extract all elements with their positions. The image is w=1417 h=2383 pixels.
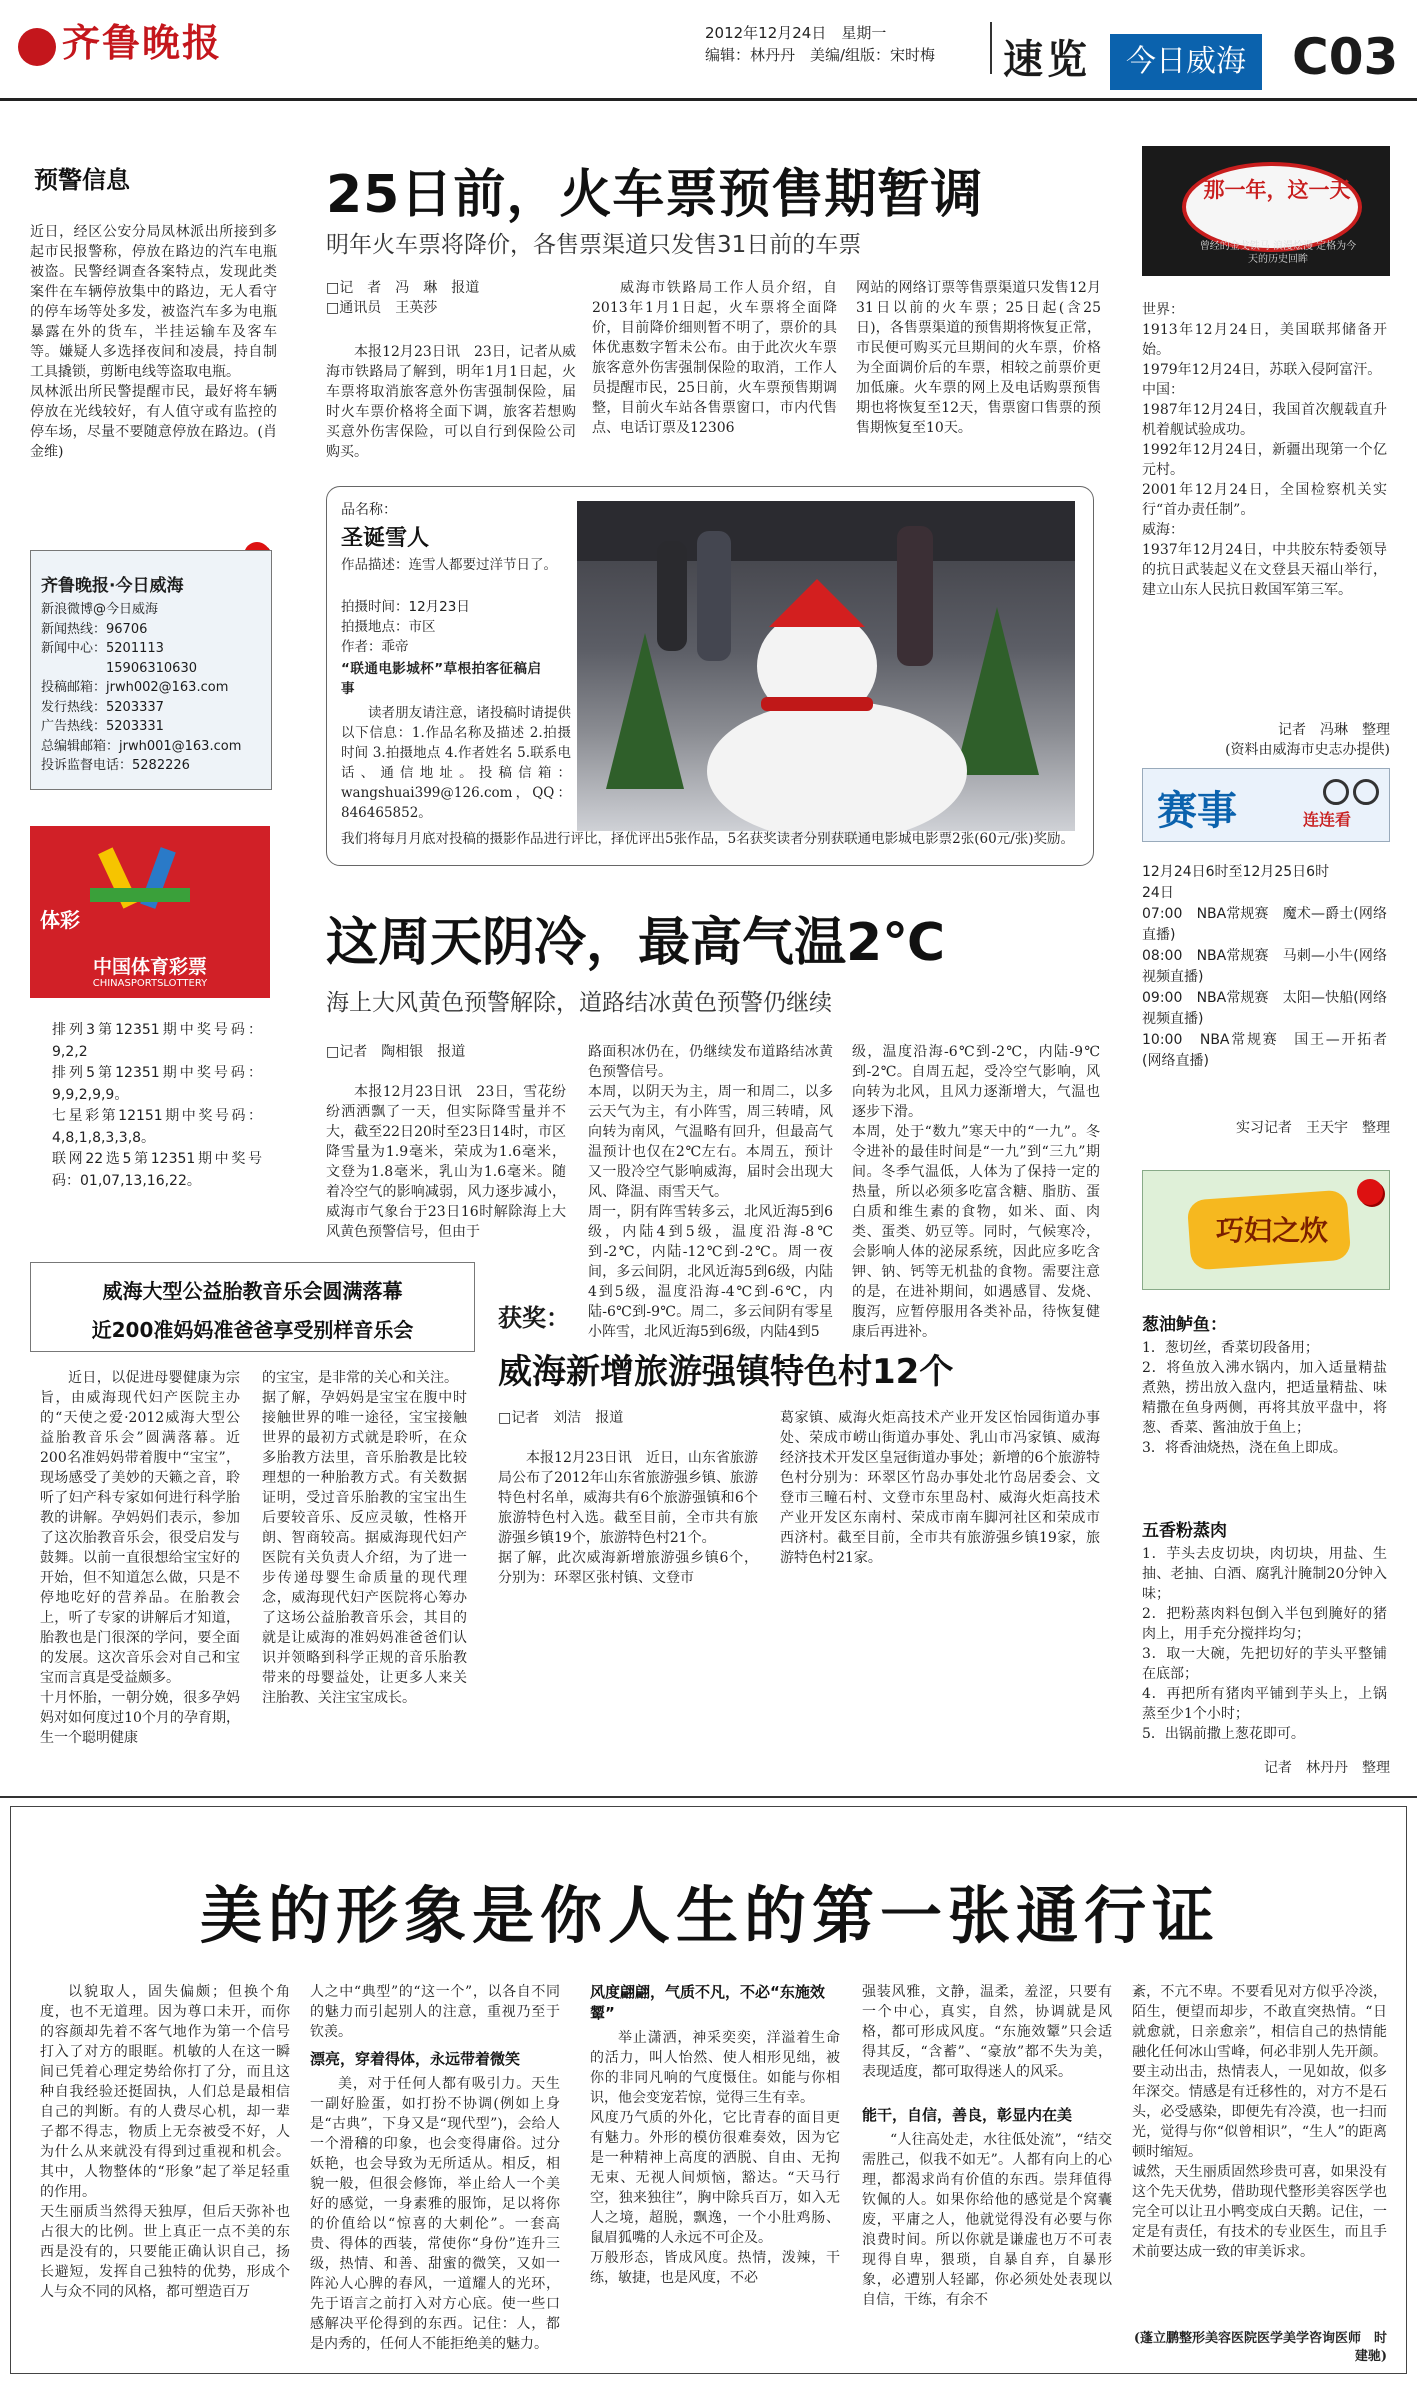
ad-col-2-intro: 人之中“典型”的“这一个”，以各自不同的魅力而引起别人的注意，重视乃至于钦羡。	[310, 1984, 560, 2040]
glasses-icon	[1353, 779, 1379, 805]
snowman-photo	[577, 501, 1075, 831]
ad-top-rule	[0, 1796, 1417, 1798]
recipe-banner-title: 巧妇之炊	[1215, 1214, 1328, 1247]
history-badge	[1182, 162, 1362, 252]
lottery-tag: 体彩	[40, 908, 80, 932]
santa-hat-icon	[769, 579, 865, 627]
concert-col-2: 的宝宝，是非常的关心和关注。 据了解，孕妈妈是宝宝在腹中时接触世界的唯一途径，宝宝接触世界的最初方式就是聆听，在众多胎教方法里，音乐胎教是比较理想的一种胎教方式。有关数据证明，受过音乐胎教的宝宝出生后要较音乐、反应灵敏，性格开朗、智商较高。据威海现代妇产医院有关负责人介绍，为了进一步传递母婴生命质量的现代理念，威海现代妇产医院将心筹办了这场公益胎教音乐会，其目的就是让威海的准妈妈准爸爸们认识并领略到科学正规的音乐胎教带来的母婴益处，让更多人来关注胎教、关注宝宝成长。	[262, 1370, 467, 1706]
contact-line: 投诉监督电话：5282226	[41, 758, 190, 773]
contact-line: 总编辑邮箱：jrwh001@163.com	[41, 738, 242, 754]
photo-place: 拍摄地点：市区	[341, 619, 436, 635]
history-banner	[1142, 146, 1390, 276]
weather-byline: □记者 陶相银 报道	[326, 1044, 466, 1060]
contact-line: 新闻中心：5201113	[41, 641, 164, 656]
sports-banner-title: 赛事	[1157, 788, 1237, 834]
lottery-star-icon	[90, 848, 210, 928]
train-byline: □记 者 冯 琳 报道 □通讯员 王英莎	[326, 280, 480, 316]
tourism-col-2: 葛家镇、威海火炬高技术产业开发区怡园街道办事处、荣成市崂山街道办事处、乳山市冯家镇、威海经济技术开发区皇冠街道办事处；新增的6个旅游特色村分别为：环翠区竹岛办事处北竹岛居委会、文登市三疃石村、文登市东里岛村、威海火炬高技术产业开发区东南村、荣成市南车脚河社区和荣成市西济村。截至目前，全市共有旅游强乡镇19家，旅游特色村21家。	[780, 1410, 1100, 1566]
tree-icon	[955, 607, 1039, 775]
tree-icon	[606, 633, 684, 789]
contest-title: “联通电影城杯”草根拍客征稿启事	[341, 661, 541, 697]
photo-label: 品名称：	[341, 502, 397, 518]
weather-headline: 这周天阴冷，最高气温2℃	[326, 913, 946, 973]
snowman-body	[707, 701, 967, 841]
ad-section-3: 风度翩翩，气质不凡，不必“东施效颦”	[590, 1983, 825, 2022]
header-rule	[0, 98, 1417, 101]
photo-desc: 作品描述：连雪人都要过洋节日了。	[341, 557, 557, 573]
recipe-steps-1: 1．葱切丝，香菜切段备用； 2．将鱼放入沸水锅内，加入适量精盐煮熟，捞出放入盘内，把适量精盐、味精撒在鱼身两侧，再将其放平盘中，将葱、香菜、酱油放于鱼上； 3．将香油烧热，浇在鱼上即成。	[1142, 1340, 1387, 1456]
logo-mark-icon	[18, 28, 56, 66]
weather-col-3: 级，温度沿海-6℃到-2℃，内陆-9℃到-2℃。自周五起，受冷空气影响，风向转为北风，且风力逐渐增大，气温也逐步下滑。 本周，处于“数九”寒天中的“一九”。冬令进补的最佳时间是“一九”到“三九”期间。冬季气温低，人体为了保持一定的热量，所以必须多吃富含糖、脂肪、蛋白质和维生素的食物，如米、面、肉类、蛋类、奶豆等。同时，气候寒冷，会影响人体的泌尿系统，因此应多吃含钾、钠、钙等无机盐的食物。需要注意的是，在进补期间，如遇感冒、发烧、腹泻，应暂停服用各类补品，待恢复健康后再进补。	[852, 1044, 1100, 1340]
contact-line: 15906310630	[41, 660, 197, 676]
contact-box	[30, 550, 272, 790]
recipe-banner	[1142, 1170, 1390, 1290]
ad-col-3: 举止潇洒，神采奕奕，洋溢着生命的活力，叫人怡然、使人相形见绌，被你的非同凡响的气度慑住。如能与你相识，他会变宠若惊，觉得三生有幸。 风度乃气质的外化，它比青春的面目更有魅力。外形的模仿很难奏效，因为它是一种精神上高度的洒脱、自由、无拘无束、无视人间烦恼，豁达。“天马行空，独来独往”，胸中除兵百万，如入无人之境，超脱，飘逸，一个小肚鸡肠、鼠眉狐嘴的人永远不可企及。 万般形态，皆成风度。热情，泼辣，干练，敏捷，也是风度，不必	[590, 2030, 840, 2286]
ad-section-2: 漂亮，穿着得体，永远带着微笑	[310, 2050, 521, 2068]
warning-text: 近日，经区公安分局凤林派出所接到多起市民报警称，停放在路边的汽车电瓶被盗。民警经调查各案特点，发现此类案件在车辆停放集中的路边，无人看守的停车场等处多发，被盗汽车多为电瓶暴露在外的货车，半挂运输车及客车等。嫌疑人多选择夜间和凌晨，持自制工具撬锁，剪断电线等盗取电瓶。 凤林派出所民警提醒市民，最好将车辆停放在光线较好，有人值守或有监控的停车场，尽量不要随意停放在路边。(肖金维)	[30, 224, 277, 460]
ad-credit: (蓬立鹏整形美容医院医学美学咨询医师 时建驰)	[1133, 2331, 1387, 2364]
tourism-byline: □记者 刘洁 报道	[498, 1410, 624, 1426]
train-headline: 25日前，火车票预售期暂调	[326, 165, 984, 225]
ad-headline: 美的形象是你人生的第一张通行证	[199, 1879, 1220, 1952]
ad-section-4: 能干，自信，善良，彰显内在美	[862, 2106, 1073, 2124]
contact-title: 齐鲁晚报·今日威海	[41, 576, 184, 596]
train-col-2: 威海市铁路局工作人员介绍，自2013年1月1日起，火车票将全面降价，目前降价细则暂不明了，票价的具体优惠数字暂未公布。由于此次火车票旅客意外伤害强制保险的取消，工作人员提醒市民，25日前，火车票预售期调整，目前火车站各售票窗口，市内代售点、电话订票及12306	[592, 280, 837, 436]
train-subheadline: 明年火车票将降价，各售票渠道只发售31日前的车票	[326, 232, 862, 258]
ad-col-4-intro: 强装风雅，文静，温柔，羞涩，只要有一个中心，真实，自然，协调就是风格，都可形成风度。“东施效颦”只会适得其反，“含蓄”、“豪放”都不失为美，表现适度，都可取得迷人的风采。	[862, 1984, 1112, 2080]
train-col-1: 本报12月23日讯 23日，记者从威海市铁路局了解到，明年1月1日起，火车票将取消旅客意外伤害强制保险，届时火车票价格将全面下调，旅客若想购买意外伤害保险，可以自行到保险公司购买。	[326, 344, 576, 460]
tourism-headline: 威海新增旅游强镇特色村12个	[498, 1352, 954, 1392]
section-name: 速览	[1003, 37, 1091, 83]
concert-title: 威海大型公益胎教音乐会圆满落幕	[102, 1279, 403, 1303]
page-number: C03	[1292, 28, 1399, 86]
history-banner-title: 那一年，这一天	[1203, 178, 1351, 202]
weather-col-2: 路面积冰仍在，仍继续发布道路结冰黄色预警信号。 本周，以阴天为主，周一和周二，以多云天气为主，有小阵雪，周三转晴，风向转为南风，气温略有回升，但最高气温预计也仅在2℃左右。本周五，预计又一股冷空气影响威海，届时会出现大风、降温、雨雪天气。 周一，阴有阵雪转多云，北风近海5到6级，内陆4到5级，温度沿海-8℃到-2℃，内陆-12℃到-2℃。周一夜间，多云间阴，北风近海5到6级，内陆4到5级，温度沿海-4℃到-6℃，内陆-6℃到-9℃。周二，多云间阴有零星小阵雪，北风近海5到6级，内陆4到5	[588, 1044, 833, 1340]
photo-author: 作者：乖帝	[341, 639, 409, 655]
contact-line: 投稿邮箱：jrwh002@163.com	[41, 680, 229, 695]
recipe-dish-1: 葱油鲈鱼：	[1142, 1315, 1227, 1335]
ad-col-1: 以貌取人，固失偏颇；但换个角度，也不无道理。因为尊口未开，而你的容颜却先着不客气地作为第一个信号打入了对方的眼眶。机敏的人在这一瞬间已凭着心理定势给你打了分，而且这种自我经验还挺固执，人们总是最相信自己的判断。有的人费尽心机，却一辈子都不得志，物质上无奈被受不好，人为什么从来就没有得到过重视和机会。其中，人物整体的“形象”起了举足轻重的作用。 天生丽质当然得天独厚，但后天弥补也占很大的比例。世上真正一点不美的东西是没有的，只要能正确认识自己，扬长避短，发挥自己独特的优势，形成个人与众不同的风格，都可塑造百万	[40, 1984, 290, 2300]
tourism-col-1: 本报12月23日讯 近日，山东省旅游局公布了2012年山东省旅游强乡镇、旅游特色村名单，威海共有6个旅游强镇和6个旅游特色村入选。截至目前，全市共有旅游强乡镇19个，旅游特色村21个。 据了解，此次威海新增旅游强乡镇6个，分别为：环翠区张村镇、文登市	[498, 1450, 758, 1586]
lottery-en: CHINASPORTSLOTTERY	[92, 978, 208, 989]
photo-name: 圣诞雪人	[341, 526, 430, 551]
sports-credit: 实习记者 王天宇 整理	[1236, 1120, 1390, 1136]
contest-footer: 我们将每月月底对投稿的摄影作品进行评比，择优评出5张作品，5名获奖读者分别获联通电影城电影票2张(60元/张)奖励。	[341, 831, 1075, 847]
photo-date: 拍摄时间：12月23日	[341, 599, 470, 615]
contact-line: 新闻热线：96706	[41, 621, 148, 637]
recipe-steps-2: 1．芋头去皮切块，肉切块，用盐、生抽、老抽、白酒、腐乳汁腌制20分钟入味； 2．把粉蒸肉料包倒入半包到腌好的猪肉上，用手充分搅拌均匀； 3．取一大碗，先把切好的芋头平整铺在底部； 4．再把所有猪肉平铺到芋头上，上锅蒸至少1个小时； 5．出锅前撒上葱花即可。	[1142, 1546, 1387, 1742]
concert-col-1: 近日，以促进母婴健康为宗旨，由威海现代妇产医院主办的“天使之爱·2012威海大型公益胎教音乐会”圆满落幕。近200名准妈妈带着腹中“宝宝”，现场感受了美妙的天籁之音，聆听了妇产科专家如何进行科学胎教的讲解。孕妈妈们表示，参加了这次胎教音乐会，很受启发与鼓舞。以前一直很想给宝宝好的开始，但不知道怎么做，只是不停地吃好的营养品。在胎教会上，听了专家的讲解后才知道，胎教也是门很深的学问，要全面的发展。这次音乐会对自己和宝宝而言真是受益颇多。 十月怀胎，一朝分娩，很多孕妈妈对如何度过10个月的孕育期，生一个聪明健康	[40, 1370, 240, 1746]
recipe-dish-2: 五香粉蒸肉	[1142, 1521, 1227, 1541]
concert-subtitle: 近200准妈妈准爸爸享受别样音乐会	[91, 1318, 414, 1342]
history-credit: 记者 冯琳 整理 (资料由威海市史志办提供)	[1225, 722, 1390, 758]
ad-col-5: 紊，不亢不卑。不要看见对方似乎冷淡，陌生，便望而却步，不敢直突热情。“日就愈就，日亲愈亲”，相信自己的热情能融化任何冰山雪峰，何必非别人先开颜。要主动出击，热情表人，一见如故，似多年深交。情感是有迁移性的，对方不是石头，必受感染，即便先有冷漠，也一扫而光，觉得与你“似曾相识”，“生人”的距离顿时缩短。 诚然，天生丽质固然珍贵可喜，如果没有这个先天优势，借助现代整形美容医学也完全可以让丑小鸭变成白天鹅。记住，一定是有责任，有技术的专业医生，而且手术前要达成一致的审美诉求。	[1132, 1984, 1387, 2260]
issue-meta: 2012年12月24日 星期一 编辑：林丹丹 美编/组版：宋时梅	[705, 24, 936, 64]
recipe-credit: 记者 林丹丹 整理	[1264, 1760, 1390, 1776]
glasses-icon	[1323, 779, 1349, 805]
train-col-3: 网站的网络订票等售票渠道只发售12月31日以前的火车票；25日起(含25日)，各售票渠道的预售期将恢复正常，市民便可购买元旦期间的火车票，价格为全面调价后的车票，相较之前票价更加低廉。火车票的网上及电话购票预售期也将恢复至12天，售票窗口售票的预售期恢复至10天。	[856, 280, 1101, 436]
newspaper-logo: 齐鲁晚报	[18, 12, 222, 67]
lottery-results: 排列3第12351期中奖号码：9,2,2 排列5第12351期中奖号码：9,9,2,9,9。 七星彩第12151期中奖号码：4,8,1,8,3,3,8。 联网22选5第12351期中奖号码：01,07,13,16,22。	[52, 1022, 262, 1189]
edition-badge: 今日威海	[1110, 34, 1262, 90]
ad-col-4: “人往高处走，水往低处流”，“结交需胜己，似我不如无”。人都有向上的心理，都渴求尚有价值的东西。崇拜值得钦佩的人。如果你给他的感觉是个窝囊废，平庸之人，他就觉得没有必要与你浪费时间。所以你就是谦虚也万不可表现得自卑，猥琐，自暴自弃，自暴形象，必遭别人轻鄙，你必须处处表现以自信，干练，有余不	[862, 2132, 1112, 2308]
lottery-name: 中国体育彩票	[92, 956, 207, 978]
ad-col-2: 美，对于任何人都有吸引力。天生一副好脸蛋，如打扮不协调(例如上身是“古典”，下身又是“现代型”)，会给人一个滑稽的印象，也会变得庸俗。过分妖艳，也会导致为无所适从。相反，相貌一般，但很会修饰，举止给人一个美好的感觉，一身素雅的服饰，足以将你的价值给以“惊喜的大刺伦”。一套高贵、得体的西装，常使你“身份”连升三级，热情、和善、甜蜜的微笑，又如一阵沁人心脾的春风，一道耀人的光环，先于语言之前打入对方心底。使一些口感解决平伦得到的东西。记住：人，都是内秀的，任何人不能拒绝美的魅力。	[310, 2076, 560, 2352]
sports-banner	[1142, 768, 1390, 842]
history-events: 世界： 1913年12月24日，美国联邦储备开始。 1979年12月24日，苏联入侵阿富汗。 中国： 1987年12月24日，我国首次舰载直升机着舰试验成功。 1992年12月24日，新疆出现第一个亿元村。 2001年12月24日，全国检察机关实行“首办责任制”。 威海： 1937年12月24日，中共胶东特委领导的抗日武装起义在文登县天福山举行，建立山东人民抗日救国军第三军。	[1142, 302, 1387, 598]
warning-title: 预警信息	[34, 166, 130, 194]
award-tag: 获奖：	[498, 1304, 570, 1332]
sports-banner-tag: 连连看	[1303, 810, 1352, 829]
lottery-banner	[30, 826, 270, 998]
contest-call: 读者朋友请注意，诸投稿时请提供以下信息：1.作品名称及描述 2.拍摄时间 3.拍摄地点 4.作者姓名 5.联系电话、通信地址。投稿信箱：wangshuai399@126.com，QQ：846465852。	[341, 705, 571, 821]
pushpin-icon	[1357, 1179, 1383, 1205]
header-divider	[990, 22, 992, 74]
contact-line: 发行热线：5203337	[41, 699, 164, 715]
weather-col-1: 本报12月23日讯 23日，雪花纷纷洒洒飘了一天，但实际降雪量并不大，截至22日20时至23日14时，市区降雪量为1.9毫米，荣成为1.6毫米，文登为1.8毫米，乳山为1.6毫米。随着冷空气的影响减弱，风力逐步减小，威海市气象台于23日16时解除海上大风黄色预警信号，但由于	[326, 1084, 566, 1240]
contact-line: 广告热线：5203331	[41, 719, 164, 734]
photo-contest-box	[326, 486, 1094, 866]
history-banner-tag: 曾经的金戈铁马 浪漫烩漫 定格为今天的历史回眸	[1199, 241, 1357, 265]
weather-subheadline: 海上大风黄色预警解除，道路结冰黄色预警仍继续	[326, 990, 832, 1016]
sports-schedule: 12月24日6时至12月25日6时 24日 07:00 NBA常规赛 魔术—爵士(网络直播) 08:00 NBA常规赛 马刺—小牛(网络视频直播) 09:00 NBA常规赛 太阳—快船(网络视频直播) 10:00 NBA常规赛 国王—开拓者 (网络直播)	[1142, 864, 1387, 1069]
scarf-icon	[761, 697, 873, 711]
contact-line: 新浪微博@今日威海	[41, 602, 159, 617]
